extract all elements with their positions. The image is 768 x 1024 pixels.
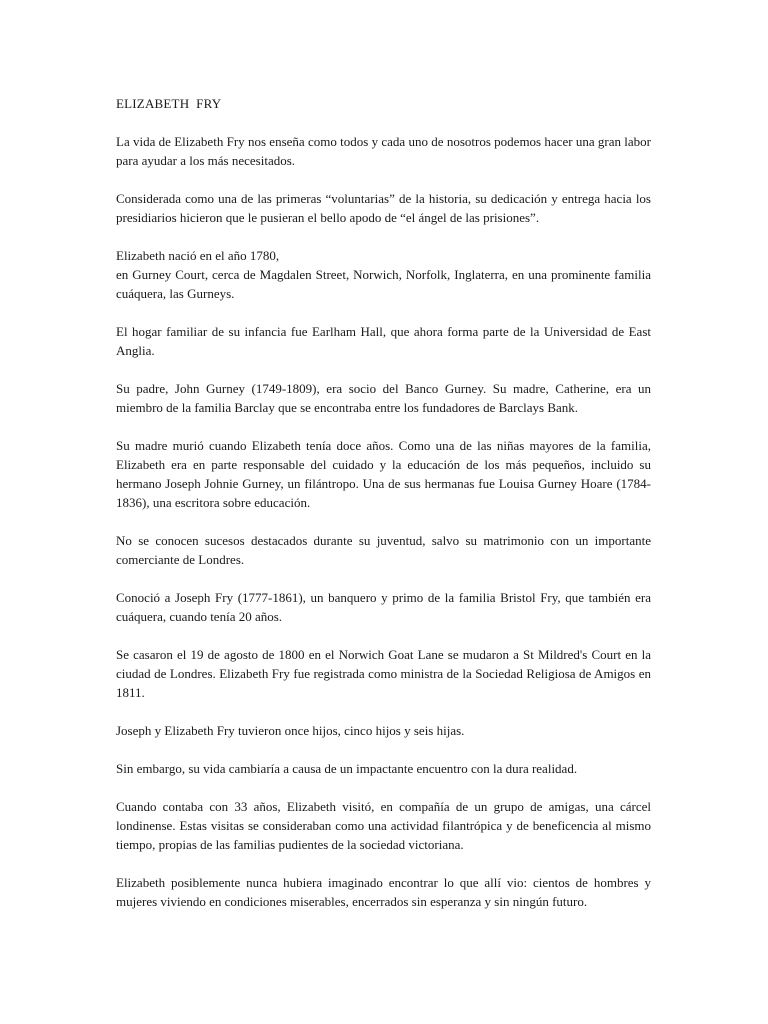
document-page: [116, 94, 651, 930]
paragraph-mother-death: Su madre murió cuando Elizabeth tenía doce años. Como una de las niñas mayores de la familia, Elizabeth era en parte responsable del cuidado y la educación de los más pequeños, incluido su hermano Joseph Johnie Gurney, un filántropo. Una de sus hermanas fue Louisa Gurney Hoare (1784-1836), una escritora sobre educación.: [116, 438, 651, 510]
document-title: ELIZABETH FRY: [116, 96, 222, 111]
paragraph-family-home: El hogar familiar de su infancia fue Earlham Hall, que ahora forma parte de la Universidad de East Anglia.: [116, 324, 651, 358]
paragraph-parents: Su padre, John Gurney (1749-1809), era socio del Banco Gurney. Su madre, Catherine, era un miembro de la familia Barclay que se encontraba entre los fundadores de Barclays Bank.: [116, 381, 651, 415]
paragraph-joseph-fry: Conoció a Joseph Fry (1777-1861), un banquero y primo de la familia Bristol Fry, que también era cuáquera, cuando tenía 20 años.: [116, 590, 651, 624]
paragraph-birth: Elizabeth nació en el año 1780, en Gurney Court, cerca de Magdalen Street, Norwich, Norfolk, Inglaterra, en una prominente familia cuáquera, las Gurneys.: [116, 248, 651, 301]
paragraph-conditions: Elizabeth posiblemente nunca hubiera imaginado encontrar lo que allí vio: cientos de hombres y mujeres viviendo en condiciones miserables, encerrados sin esperanza y sin ningún futuro.: [116, 875, 651, 909]
paragraph-marriage: Se casaron el 19 de agosto de 1800 en el Norwich Goat Lane se mudaron a St Mildred's Court en la ciudad de Londres. Elizabeth Fry fue registrada como ministra de la Sociedad Religiosa de Amigos en 1811.: [116, 647, 651, 700]
paragraph-voluntaria: Considerada como una de las primeras “voluntarias” de la historia, su dedicación y entrega hacia los presidiarios hicieron que le pusieran el bello apodo de “el ángel de las prisiones”.: [116, 191, 651, 225]
paragraph-children: Joseph y Elizabeth Fry tuvieron once hijos, cinco hijos y seis hijas.: [116, 723, 465, 738]
paragraph-intro: La vida de Elizabeth Fry nos enseña como todos y cada uno de nosotros podemos hacer una gran labor para ayudar a los más necesitados.: [116, 134, 651, 168]
paragraph-prison-visit: Cuando contaba con 33 años, Elizabeth visitó, en compañía de un grupo de amigas, una cárcel londinense. Estas visitas se consideraban como una actividad filantrópica y de beneficencia al mismo tiempo, propias de las familias pudientes de la sociedad victoriana.: [116, 799, 651, 852]
paragraph-youth: No se conocen sucesos destacados durante su juventud, salvo su matrimonio con un importante comerciante de Londres.: [116, 533, 651, 567]
paragraph-turning-point: Sin embargo, su vida cambiaría a causa de un impactante encuentro con la dura realidad.: [116, 761, 578, 776]
